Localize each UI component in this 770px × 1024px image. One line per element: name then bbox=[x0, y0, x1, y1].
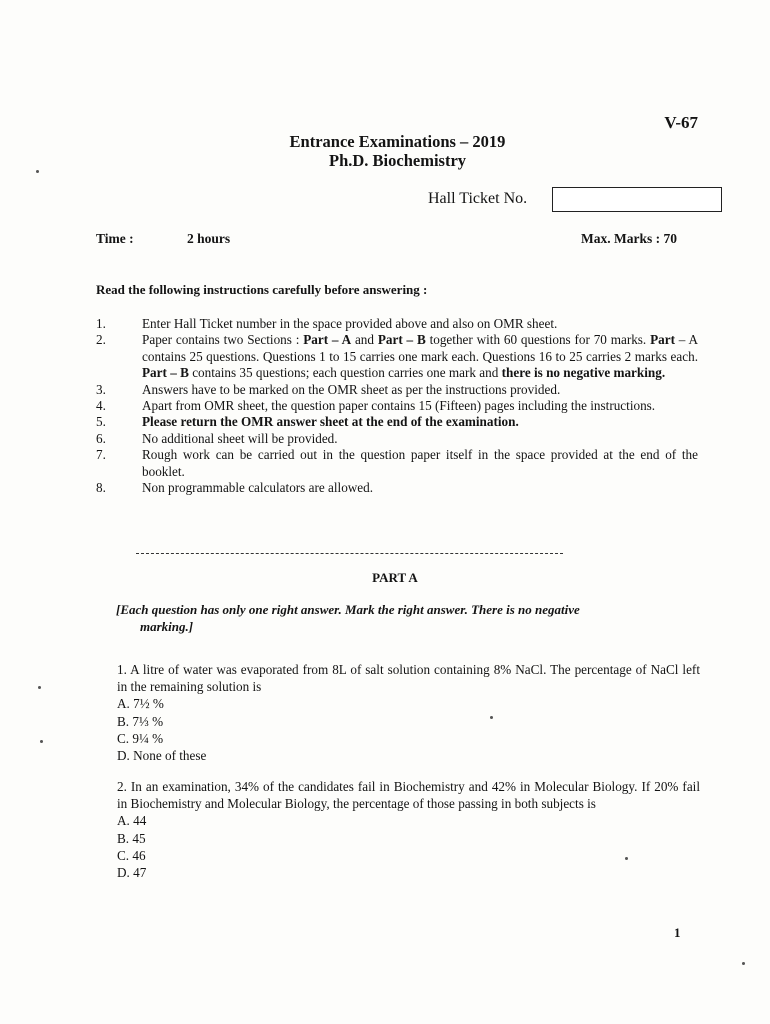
question-stem: 2. In an examination, 34% of the candidates fail in Biochemistry and 42% in Molecular Biology. If 20% fail in Biochemistry and Molecular Biology, the percentage of those passing in both subjects is bbox=[117, 779, 700, 812]
item-text: Answers have to be marked on the OMR sheet as per the instructions provided. bbox=[142, 381, 561, 397]
item-text: No additional sheet will be provided. bbox=[142, 430, 338, 446]
page-number: 1 bbox=[674, 925, 681, 940]
text-bold: Part – A bbox=[303, 332, 352, 348]
paper-code: V-67 bbox=[664, 113, 698, 132]
option-d[interactable]: D. None of these bbox=[117, 748, 207, 764]
item-number: 8. bbox=[96, 480, 106, 496]
option-b[interactable]: B. 45 bbox=[117, 830, 146, 846]
hall-ticket-box[interactable] bbox=[552, 187, 722, 212]
item-number: 4. bbox=[96, 398, 106, 414]
scan-speck bbox=[36, 170, 39, 173]
note-line-2: marking.] bbox=[140, 619, 194, 634]
item-number: 7. bbox=[96, 447, 106, 463]
instructions-heading: Read the following instructions carefully before answering : bbox=[96, 282, 428, 297]
exam-subtitle: Ph.D. Biochemistry bbox=[328, 151, 467, 170]
option-c[interactable]: C. 9¼ % bbox=[117, 730, 164, 746]
scan-speck bbox=[38, 686, 41, 689]
item-number: 3. bbox=[96, 381, 106, 397]
question-1 bbox=[117, 661, 700, 764]
option-c[interactable]: C. 46 bbox=[117, 847, 146, 863]
list-item bbox=[96, 431, 698, 447]
option-b[interactable]: B. 7⅓ % bbox=[117, 713, 164, 729]
text-run: contains 35 questions; each question carries one mark and bbox=[188, 365, 502, 381]
item-text: Non programmable calculators are allowed. bbox=[142, 480, 374, 496]
item-text: Please return the OMR answer sheet at the end of the examination. bbox=[142, 414, 519, 430]
item-number: 2. bbox=[96, 332, 106, 348]
list-item bbox=[96, 382, 698, 398]
question-2 bbox=[117, 778, 700, 881]
list-item bbox=[96, 398, 698, 414]
time-value: 2 hours bbox=[187, 231, 231, 246]
list-item bbox=[96, 316, 698, 332]
list-item bbox=[96, 332, 698, 381]
text-run: – A contains 25 questions. Questions 1 to 15 carries one mark each. Questions 16 to 25 carries 2 marks each. bbox=[142, 332, 698, 364]
instructions-list bbox=[96, 316, 698, 496]
list-item bbox=[96, 480, 698, 496]
list-item bbox=[96, 447, 698, 480]
time-label: Time : bbox=[96, 231, 134, 246]
scan-speck bbox=[40, 740, 43, 743]
item-number: 5. bbox=[96, 414, 106, 430]
item-text: Rough work can be carried out in the question paper itself in the space provided at the end of the booklet. bbox=[142, 447, 698, 479]
option-a[interactable]: A. 44 bbox=[117, 813, 147, 829]
text-run: Paper contains two Sections : bbox=[142, 332, 304, 348]
scan-speck bbox=[742, 962, 745, 965]
scan-speck bbox=[625, 857, 628, 860]
part-a-heading: PART A bbox=[372, 570, 418, 585]
question-stem: 1. A litre of water was evaporated from 8L of salt solution containing 8% NaCl. The percentage of NaCl left in the remaining solution is bbox=[117, 662, 700, 695]
item-text: Enter Hall Ticket number in the space provided above and also on OMR sheet. bbox=[142, 316, 558, 331]
text-bold: Part – B bbox=[142, 365, 189, 381]
scan-speck bbox=[490, 716, 493, 719]
max-marks: Max. Marks : 70 bbox=[581, 231, 677, 246]
text-run: together with 60 questions for 70 marks. bbox=[425, 332, 651, 348]
list-item bbox=[96, 414, 698, 430]
item-number: 1. bbox=[96, 316, 106, 331]
section-divider bbox=[136, 553, 563, 554]
hall-ticket-label: Hall Ticket No. bbox=[428, 190, 528, 207]
exam-title: Entrance Examinations – 2019 bbox=[289, 132, 506, 151]
note-line-1: [Each question has only one right answer. Mark the right answer. There is no negative bbox=[116, 602, 580, 617]
text-bold: Part – B bbox=[377, 332, 426, 348]
text-bold: there is no negative marking. bbox=[501, 365, 666, 381]
part-a-note bbox=[116, 601, 656, 635]
item-number: 6. bbox=[96, 430, 106, 446]
option-d[interactable]: D. 47 bbox=[117, 865, 147, 881]
item-text bbox=[142, 332, 698, 381]
text-bold: Part bbox=[650, 332, 675, 348]
text-run: and bbox=[351, 332, 378, 348]
item-text: Apart from OMR sheet, the question paper contains 15 (Fifteen) pages including the instructions. bbox=[142, 398, 656, 414]
option-a[interactable]: A. 7½ % bbox=[117, 696, 164, 712]
